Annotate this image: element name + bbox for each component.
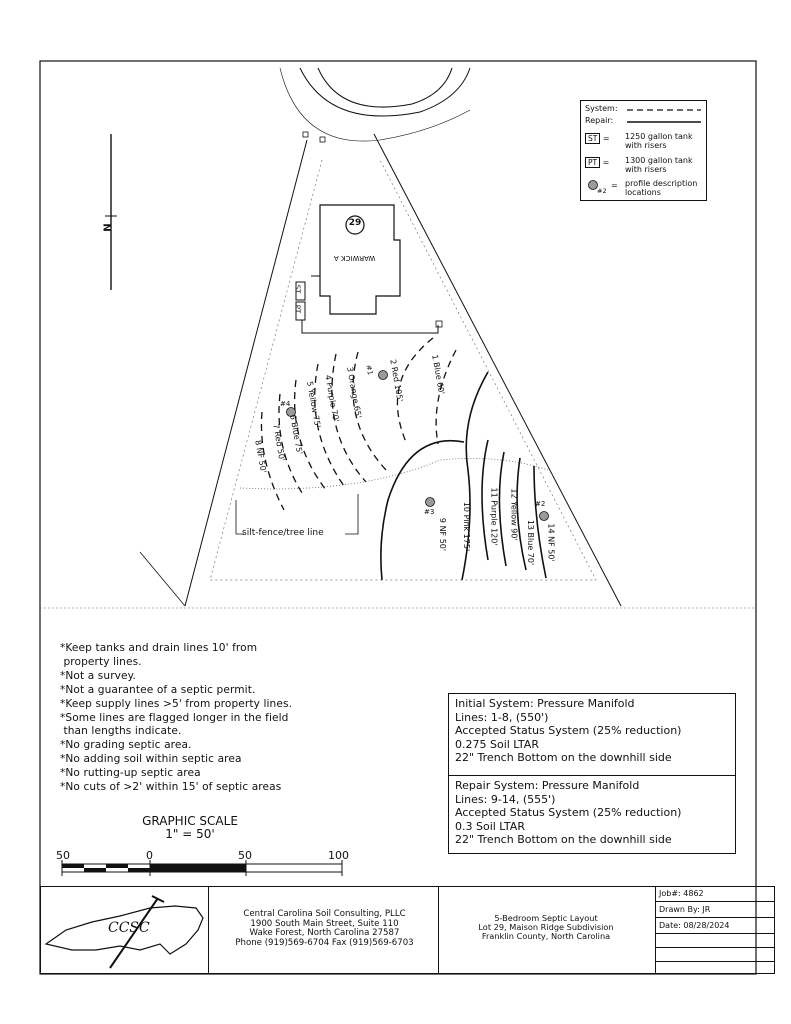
legend-pt-desc-2: with risers: [625, 165, 667, 174]
job-number: Job#: 4862: [656, 886, 775, 902]
project-title: 5-Bedroom Septic Layout: [494, 913, 598, 923]
company-phone: Phone (919)569-6704 Fax (919)569-6703: [235, 937, 414, 948]
initial-system-trench: 22" Trench Bottom on the downhill side: [455, 751, 672, 765]
repair-system-status: Accepted Status System (25% reduction): [455, 806, 682, 820]
note-line: *Keep supply lines >5' from property lines.: [60, 697, 293, 710]
road-curve-outer: [300, 68, 470, 116]
note-line: *No adding soil within septic area: [60, 753, 242, 766]
road-curve-inner2: [280, 68, 470, 141]
drain-line-9: [381, 441, 464, 580]
company-logo-text: CCSC: [108, 920, 150, 936]
drain-line-14: [534, 466, 546, 578]
initial-system-title: Initial System: Pressure Manifold: [455, 697, 635, 710]
legend-st-code: ST: [585, 133, 600, 144]
legend-system-label: System:: [585, 104, 618, 113]
note-line: *No cuts of >2' within 15' of septic areas: [60, 781, 282, 794]
legend-pt-desc-1: 1300 gallon tank: [625, 156, 693, 165]
line-label-7: 7 Red 50': [271, 423, 287, 462]
line-label-12: 12 Yellow 90': [509, 488, 519, 541]
repair-system-lines: Lines: 9-14, (555'): [455, 792, 556, 806]
st-tank-label: ST: [293, 284, 302, 294]
legend-repair-solid: [627, 120, 701, 124]
legend-system-dashed: [627, 108, 701, 112]
company-name: Central Carolina Soil Consulting, PLLC: [243, 909, 406, 919]
company-address1: 1900 South Main Street, Suite 110: [250, 918, 399, 929]
line-label-10: 10 Pink 175': [462, 501, 472, 552]
legend-pt-code: PT: [585, 157, 600, 168]
initial-system-lines: Lines: 1-8, (550'): [455, 710, 549, 724]
note-line: *Not a guarantee of a septic permit.: [60, 683, 256, 696]
line-label-3: 3 Orange 65': [345, 366, 364, 419]
legend-profile-desc-1: profile description: [625, 179, 698, 188]
line-label-8: 8 NF 50': [253, 439, 268, 474]
silt-fence-leader2: [345, 494, 358, 534]
scale-tick-label: 100: [328, 849, 349, 862]
drawn-by: Drawn By: JR: [656, 902, 775, 918]
legend-st-desc-1: 1250 gallon tank: [625, 132, 693, 141]
manifold-box: [436, 321, 442, 327]
scale-tick-label: 0: [146, 849, 153, 862]
repair-system-title: Repair System: Pressure Manifold: [455, 779, 640, 792]
initial-system-box: [449, 694, 735, 776]
line-label-13: 13 Blue 70': [526, 519, 536, 566]
legend-profile-desc-2: locations: [625, 188, 661, 197]
supply-line: [302, 320, 438, 333]
adjacent-line: [140, 552, 185, 606]
repair-system-trench: 22" Trench Bottom on the downhill side: [455, 833, 672, 847]
project-info: [440, 914, 652, 942]
legend-st-desc-2: with risers: [625, 141, 667, 150]
note-line: property lines.: [60, 655, 142, 668]
legend-repair-label: Repair:: [585, 116, 614, 125]
line-label-9: 9 NF 50': [438, 517, 448, 552]
profile-label-1: #1: [364, 364, 375, 376]
job-info-blank-row: [656, 934, 775, 948]
title-block-divider: [438, 886, 439, 974]
profile-marker-1: [379, 371, 388, 380]
profile-marker-3: [426, 498, 435, 507]
property-pin: [320, 137, 325, 142]
profile-label-2: #2: [535, 500, 546, 508]
company-address2: Wake Forest, North Carolina 27587: [249, 928, 400, 939]
scale-ratio: 1" = 50': [165, 827, 215, 841]
drawing-date: Date: 08/28/2024: [656, 918, 775, 934]
line-label-11: 11 Purple 120': [489, 487, 499, 546]
legend-box: System: Repair: ST = 1250 gallon tank with risers PT = 1300 gallon tank with risers #2 = profile description locations: [580, 100, 707, 201]
pt-tank-label: PT: [293, 304, 302, 314]
property-pin: [303, 132, 308, 137]
drain-line-11: [482, 440, 488, 560]
note-line: *Not a survey.: [60, 669, 136, 682]
property-line-offset: [210, 160, 596, 580]
drain-line-12: [499, 452, 506, 566]
graphic-scale-bar: [62, 860, 342, 876]
note-line: *Keep tanks and drain lines 10' from: [60, 642, 258, 654]
project-lot: Lot 29, Maison Ridge Subdivision: [478, 922, 614, 933]
line-label-5: 5 Yellow 75': [305, 380, 323, 429]
initial-system-ltar: 0.275 Soil LTAR: [455, 737, 539, 751]
repair-system-ltar: 0.3 Soil LTAR: [455, 819, 525, 833]
scale-title: GRAPHIC SCALE: [142, 814, 238, 828]
note-line: *Some lines are flagged longer in the field: [60, 711, 289, 724]
company-info: [212, 910, 437, 948]
title-block-divider: [208, 886, 209, 974]
initial-system-status: Accepted Status System (25% reduction): [455, 724, 682, 738]
note-line: *No rutting-up septic area: [60, 767, 201, 780]
north-label: N: [102, 223, 114, 232]
profile-marker-2: [540, 512, 549, 521]
site-notes: [60, 642, 360, 795]
scale-tick-label: 50: [56, 849, 70, 862]
road-curve-inner: [318, 68, 452, 107]
repair-system-box: [449, 776, 735, 852]
job-info-blank-row: [656, 948, 775, 962]
job-info: [656, 886, 775, 962]
line-label-1: 1 Blue 60': [430, 353, 447, 396]
line-label-6: 6 Blue 75': [288, 413, 305, 456]
profile-label-4: #4: [280, 400, 291, 408]
profile-label-3: #3: [424, 508, 435, 516]
line-label-14: 14 NF 50': [546, 523, 556, 562]
street-name: WARWICK A: [334, 254, 376, 262]
scale-tick-label: 50: [238, 849, 252, 862]
lot-number: 29: [348, 218, 362, 228]
note-line: than lengths indicate.: [60, 725, 182, 738]
line-label-4: 4 Purple 70': [323, 374, 341, 423]
legend-profile-symbol: #2: [597, 187, 607, 195]
line-label-2: 2 Red 105': [388, 358, 405, 403]
project-county: Franklin County, North Carolina: [481, 931, 611, 942]
note-line: *No grading septic area.: [60, 739, 192, 752]
silt-fence-label: silt-fence/tree line: [242, 528, 324, 538]
